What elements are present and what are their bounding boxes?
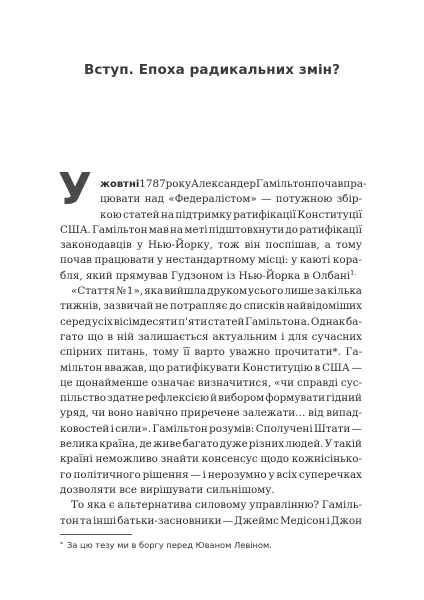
footnote-divider [60,534,132,535]
text-line: тон та інші батьки-засновники — Джеймс Медісон і Джон [60,514,362,527]
text-line: «Стаття № 1», яка вийшла друком усього лише за кілька [71,285,362,298]
text-line: мільтон вважав, що ратифікувати Конституцію в США — [60,361,362,374]
drop-cap: У [58,164,92,215]
text-line: це щонайменше означає визначитися, «чи справді сус- [60,376,362,389]
text-line: дозволяти все вирішувати сильнішому. [60,483,275,496]
text-line: пільство здатне рефлексією й вибором формувати гідний [60,392,362,405]
text-line: уряд, чи воно навічно приречене залежати… від випад- [60,407,362,420]
footnote-mark: * [60,541,63,548]
chapter-title: Вступ. Епоха радикальних змін? [83,62,341,78]
text-line: цювати над «Федералістом» — потужною збір- [100,193,362,206]
text-line: гато що в ній залишається актуальним і для сучасних [60,330,362,343]
text-line: То яка є альтернатива силовому управлінню? Гаміль- [71,499,362,512]
text-line: тижнів, зазвичай не потрапляє до списків найвідоміших [60,300,362,313]
text-line: велика країна, де живе багато дуже різних людей. У такій [60,438,362,451]
text-line: го політичного рішення — і нерозумно у всіх суперечках [60,468,362,481]
text-line: жовтні 1787 року Александер Гамільтон почав пра- [60,177,362,192]
footnote-reference: 1. [350,268,357,277]
text-line: бля, який прямував Гудзоном із Нью-Йорка в Олбані$^{1.}$ [60,268,357,282]
body-text [60,177,367,529]
text-line: законодавців у Нью-Йорку, тож він поспішав, а тому [60,239,362,252]
text-line: кою статей на підтримку ратифікації Конституції [100,208,362,221]
footnote [60,540,360,550]
text-line: США. Гамільтон мав на меті підштовхнути до ратифікації [60,223,362,236]
text-line: почав працювати у нестандартному місці: у каюті кора- [60,254,362,267]
first-word: жовтні [100,179,140,190]
text-line: ковостей і сили». Гамільтон розумів: Сполучені Штати — [60,422,362,435]
text-line: серед усіх вісімдесяти п'яти статей Гамільтона. Однак ба- [60,315,362,328]
text-line: спірних питань, тому її варто уважно прочитати*. Га- [60,346,362,359]
footnote-text: За цю тезу ми в боргу перед Юваном Левіном. [67,540,272,550]
text-line: країні неможливо знайти консенсус щодо кожнісінько- [60,453,362,466]
